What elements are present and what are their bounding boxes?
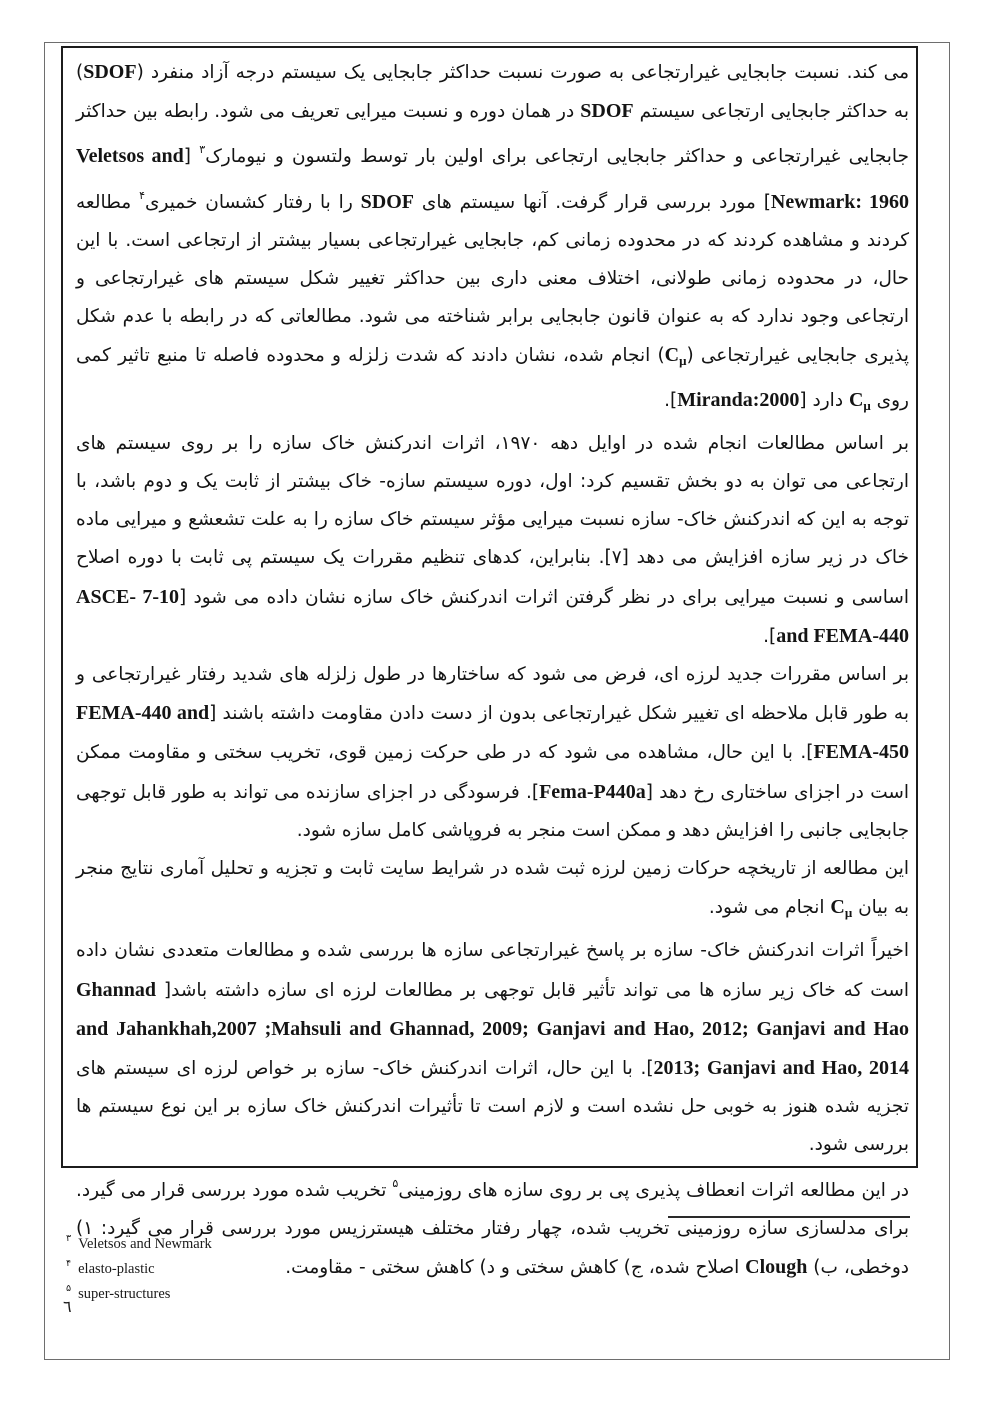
footnote-ref: ۴ — [139, 188, 146, 202]
text-run: ]. — [664, 389, 678, 411]
text-run: بر اساس مقررات جدید لرزه ای، فرض می شود که ساختارها در طول زلزله های شدید رفتار غیرارتجاعی و به طور قابل ملاحظه ای تغییر شکل غیرارتجاعی بدون از دست دادن مقاومت داشته باشند [ — [76, 664, 909, 725]
text-run: Fema-P440a — [539, 780, 646, 803]
paragraph — [76, 53, 909, 425]
text-run: Miranda:2000 — [677, 388, 800, 411]
text-run: ) به حداکثر جابجایی ارتجاعی سیستم — [76, 62, 909, 123]
text-run: [ — [183, 146, 200, 168]
text-run: انجام می شود. — [708, 897, 831, 919]
text-run: ]. فرسودگی در اجزای سازنده می تواند به طور قابل توجهی جابجایی جانبی را افزایش دهد و ممکن است منجر به فروپاشی کامل سازه شود. — [76, 781, 909, 841]
text-run: C — [830, 896, 845, 919]
footnote-text: Veletsos and Newmark — [78, 1236, 212, 1252]
text-run: اخیراً اثرات اندرکنش خاک- سازه بر پاسخ غیرارتجاعی سازه ها بررسی شده و مطالعات متعددی نشان داده است که خاک زیر سازه ها می تواند تأثیر قابل توجهی بر مطالعات لرزه ای سازه داشته باشد[ — [76, 940, 909, 1001]
footnote-separator — [668, 1216, 910, 1218]
text-run: ]. — [763, 625, 777, 647]
paragraph — [76, 656, 909, 850]
text-run: در این مطالعه اثرات انعطاف پذیری پی بر روی سازه های روزمینی — [398, 1179, 910, 1201]
footnotes — [66, 1226, 212, 1301]
text-run: Veletsos and Newmark: 1960 — [76, 145, 910, 213]
text-run: FEMA-440 and FEMA-450 — [76, 702, 909, 764]
text-run: μ — [679, 353, 687, 369]
footnote-item — [66, 1251, 212, 1276]
text-run: می کند. نسبت جابجایی غیرارتجاعی به صورت نسبت حداکثر جابجایی یک سیستم درجه آزاد منفرد ( — [136, 62, 909, 83]
text-run: C — [664, 344, 680, 367]
footnote-marker: ۴ — [66, 1258, 72, 1269]
footnote-marker: ۵ — [66, 1283, 72, 1294]
text-run: ASCE- 7-10 and FEMA-440 — [76, 585, 909, 647]
text-run: مطالعه کردند و مشاهده کردند که در محدوده زمانی کم، جابجایی غیرارتجاعی بسیار بیشتر از ارتجاعی است. با این حال، در محدوده زمانی طولانی، اختلاف معنی داری بین حداکثر تغییر شکل سیستم های غیرارتجاعی و ارتجاعی وجود ندارد که به عنوان قانون جابجایی برابر شناخته می شود. مطالعاتی که در رابطه با عدم شکل پذیری جابجایی غیرارتجاعی ( — [76, 191, 909, 367]
footnote-text: super-structures — [78, 1286, 171, 1302]
text-run: ] مورد بررسی قرار گرفت. آنها سیستم های — [413, 191, 771, 213]
text-run: Ghannad and Jahankhah,2007 ;Mahsuli and Ghannad, 2009; Ganjavi and Hao, 2012; Ganjavi and Hao 2013; Ganjavi and Hao, 2014 — [76, 978, 909, 1080]
text-run: SDOF — [83, 61, 137, 83]
text-run: Clough — [745, 1256, 808, 1279]
text-run: μ — [863, 397, 871, 413]
text-run: SDOF — [360, 190, 414, 213]
footnote-item — [66, 1226, 212, 1251]
text-run: بر اساس مطالعات انجام شده در اوایل دهه ۱۹۷۰، اثرات اندرکنش خاک سازه را بر روی سیستم های ارتجاعی می توان به دو بخش تقسیم کرد: اول، دوره سیستم سازه- خاک بیشتر از ثابت یک و دوم باشد، با توجه به این که اندرکنش خاک- سازه نسبت میرایی مؤثر سیستم خاک سازه را به علت تشعشع و میرایی ماده خاک در زیر سازه افزایش می دهد [۷]. بنابراین، کدهای تنظیم مقررات یک سیستم پی ثابت با دوره اصلاح اساسی و نسبت میرایی برای در نظر گرفتن اثرات اندرکنش خاک سازه نشان داده می شود [ — [76, 432, 910, 608]
text-run: C — [848, 388, 864, 411]
paragraph — [76, 850, 909, 932]
text-run: در همان دوره و نسبت میرایی تعریف می شود. رابطه بین حداکثر جابجایی غیرارتجاعی و حداکثر جابجایی ارتجاعی برای اولین بار توسط ولتسون و نیومارک — [76, 101, 909, 168]
text-run: ]. با این حال، اثرات اندرکنش خاک- سازه بر خواص لرزه ای سیستم های تجزیه شده هنوز به خوبی حل نشده است و لازم است تا تأثیرات اندرکنش خاک سازه بر این نوع سیستم ها بررسی شود. — [76, 1058, 909, 1156]
text-run: دارد [ — [799, 389, 849, 411]
text-run: اصلاح شده، ج) کاهش سختی و د) کاهش سختی - مقاومت. — [285, 1257, 746, 1279]
page-number: ٦ — [63, 1297, 72, 1316]
text-run: ) انجام شده، نشان دادند که شدت زلزله و محدوده فاصله تا منبع تاثیر کمی روی — [76, 345, 909, 411]
text-run: μ — [844, 905, 853, 921]
footnote-ref: ۵ — [392, 1176, 399, 1190]
text-run: تخریب شده مورد بررسی قرار می گیرد. برای مدلسازی سازه روزمینی تخریب شده، چهار رفتار مختلف هیسترزیس مورد بررسی قرار می گیرد: ۱) دوخطی، ب) — [76, 1179, 909, 1279]
text-run: این مطالعه از تاریخچه حرکات زمین لرزه ثبت شده در شرایط سایت ثابت و تجزیه و تحلیل آماری نتایج منجر به بیان — [76, 858, 909, 919]
text-run: SDOF — [580, 100, 634, 123]
text-run: ]. با این حال، مشاهده می شود که در طی حرکت زمین قوی، تخریب سختی و مقاومت ممکن است در اجزای ساختاری رخ دهد [ — [76, 742, 909, 803]
paragraph — [76, 932, 909, 1164]
paragraph — [76, 425, 909, 656]
footnote-text: elasto-plastic — [78, 1261, 155, 1277]
text-run: را با رفتار کشسان خمیری — [145, 191, 361, 213]
footnote-item — [66, 1276, 212, 1301]
footnote-ref: ۳ — [199, 143, 206, 157]
footnote-marker: ۳ — [66, 1233, 72, 1244]
